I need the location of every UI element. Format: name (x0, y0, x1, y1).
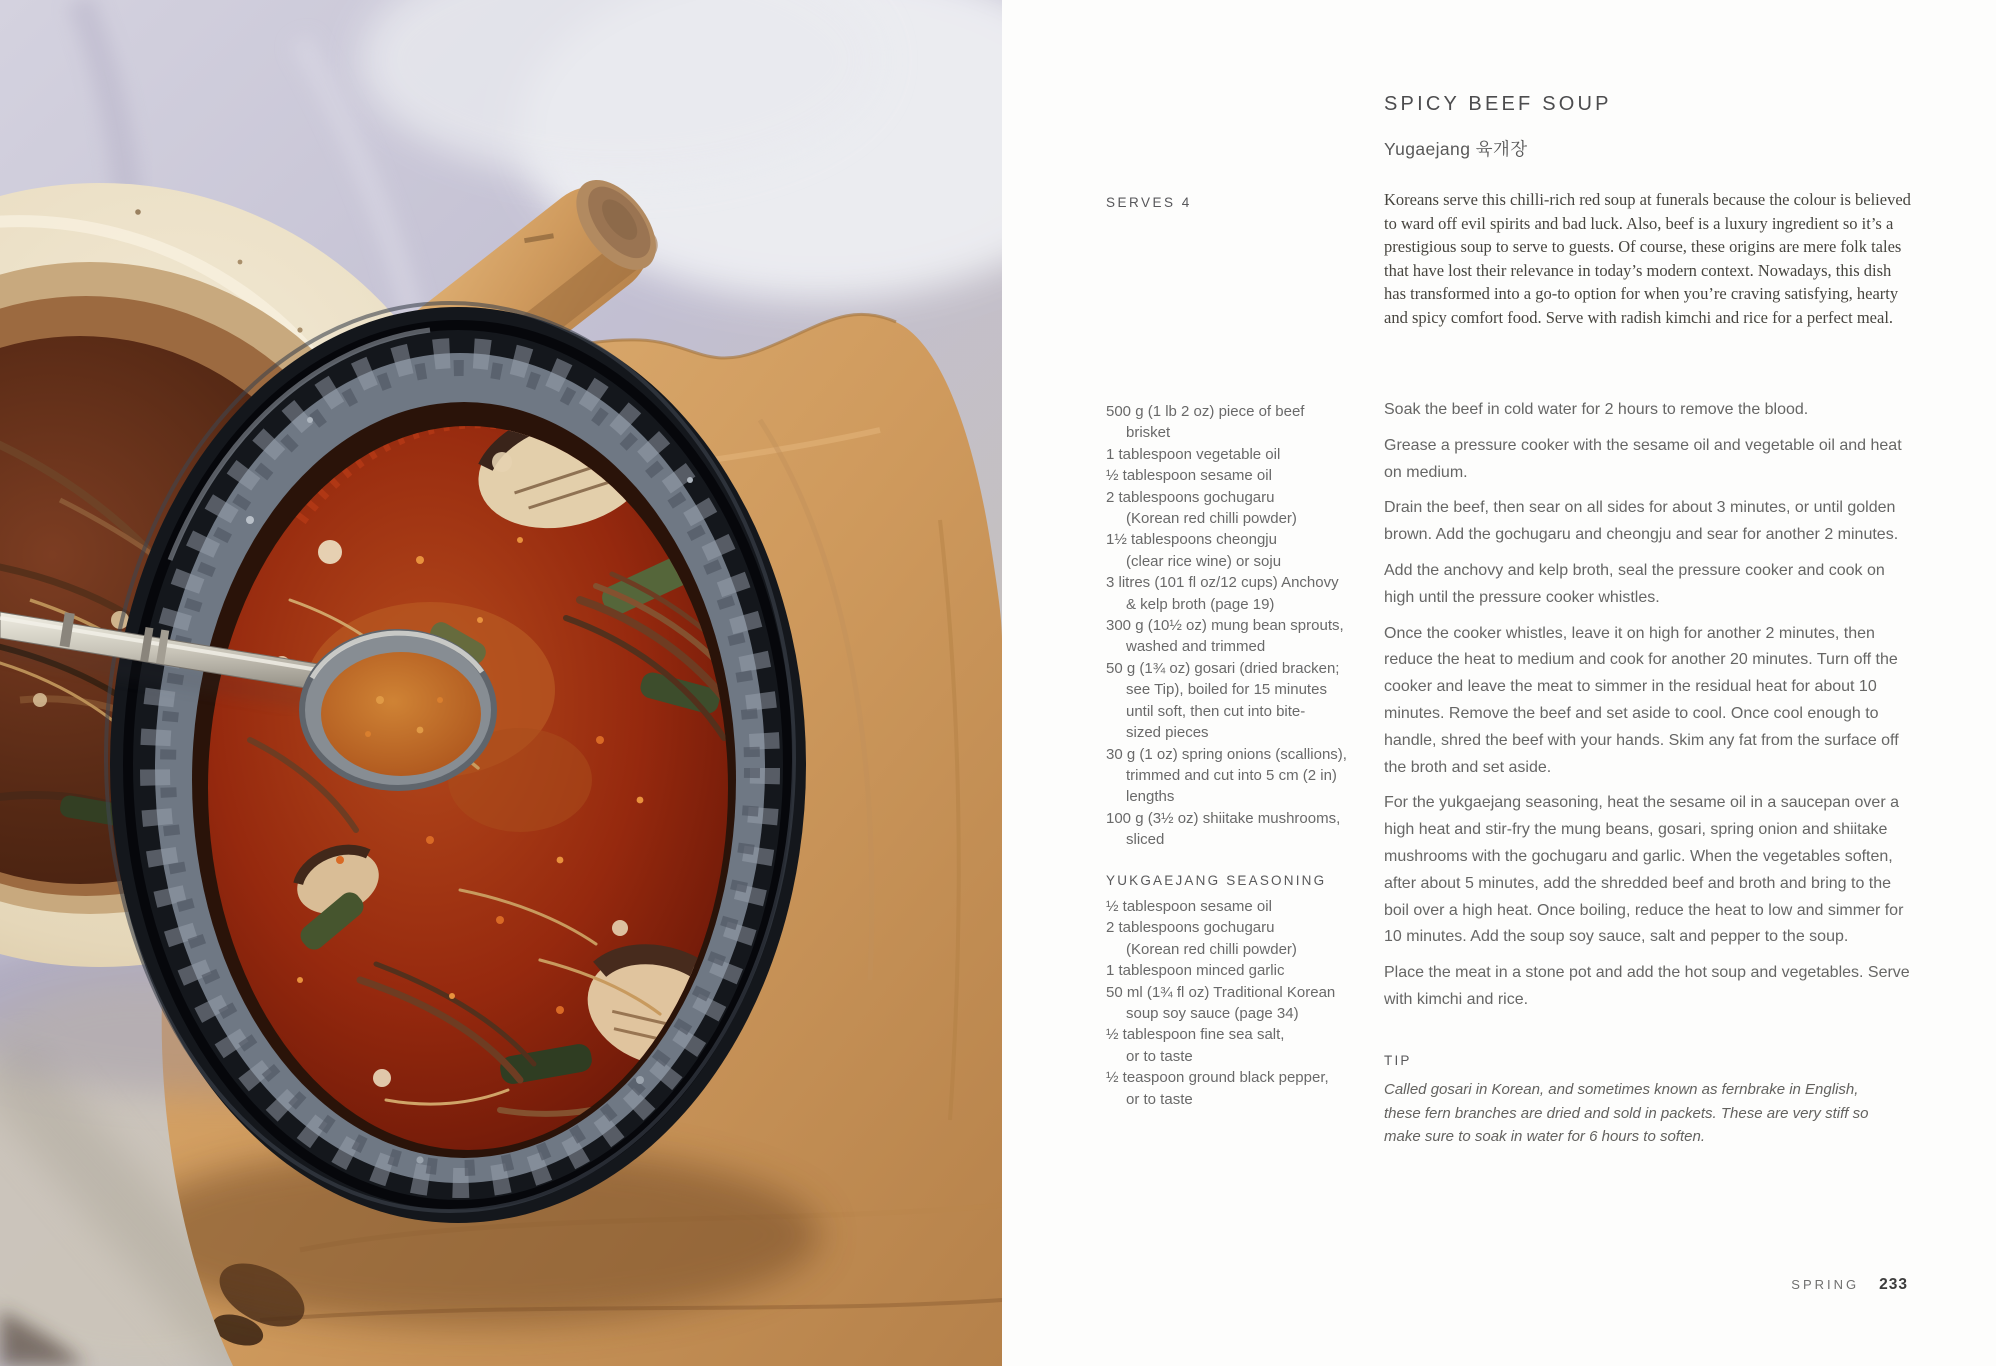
ingredient-line: trimmed and cut into 5 cm (2 in) (1126, 766, 1337, 784)
ingredient-line: 1 tablespoon minced garlic (1106, 962, 1285, 980)
serves-label: SERVES 4 (1106, 195, 1192, 210)
tip-text: Called gosari in Korean, and sometimes known as fernbrake in English, these fern branches are dried and sold in packets. These are very stiff so make sure to soak in water for 6 hours to soften. (1384, 1081, 1869, 1145)
ingredient-line: & kelp broth (page 19) (1126, 595, 1275, 613)
ingredient-line: 100 g (3½ oz) shiitake mushrooms, (1106, 809, 1341, 827)
page-footer (1791, 1276, 1908, 1294)
ingredient-line: ½ teaspoon ground black pepper, (1106, 1069, 1329, 1087)
ingredient-line: soup soy sauce (page 34) (1126, 1005, 1299, 1023)
ingredient-line: washed and trimmed (1126, 638, 1266, 656)
method-steps (1384, 397, 1911, 1023)
ingredients-list (1106, 401, 1394, 851)
ingredient-line: ½ tablespoon sesame oil (1106, 898, 1272, 915)
tip-heading: TIP (1384, 1053, 1412, 1068)
ingredient-line: (clear rice wine) or soju (1126, 552, 1282, 570)
ingredient-line: 2 tablespoons gochugaru (1106, 488, 1275, 506)
recipe-subtitle: Yugaejang 육개장 (1384, 138, 1528, 159)
ingredient-line: 50 ml (1¾ fl oz) Traditional Korean (1106, 983, 1336, 1001)
ingredient-line: (Korean red chilli powder) (1126, 510, 1297, 528)
ingredient-line: 3 litres (101 fl oz/12 cups) Anchovy (1106, 574, 1339, 592)
ingredient-line: 50 g (1¾ oz) gosari (dried bracken; (1106, 659, 1340, 677)
method-paragraph: For the yukgaejang seasoning, heat the sesame oil in a saucepan over a high heat and stir-fry the mung beans, gosari, spring onion and shiitake mushrooms with the gochugaru and garlic. When the vegetables soften, after about 5 minutes, add the shredded beef and broth and bring to the boil over a high heat. Once boiling, reduce the heat to low and simmer for 10 minutes. Add the soup soy sauce, salt and pepper to the soup. (1384, 794, 1904, 946)
footer-page-number: 233 (1879, 1276, 1908, 1293)
ingredient-line: sized pieces (1126, 724, 1209, 742)
method-paragraph: Add the anchovy and kelp broth, seal the pressure cooker and cook on high until the pressure cooker whistles. (1384, 561, 1885, 606)
ingredient-line: 500 g (1 lb 2 oz) piece of beef (1106, 403, 1305, 420)
ingredient-line: 2 tablespoons gochugaru (1106, 919, 1275, 937)
ingredient-line: ½ tablespoon fine sea salt, (1106, 1026, 1285, 1044)
ingredient-line: ½ tablespoon sesame oil (1106, 467, 1272, 485)
method-paragraph: Soak the beef in cold water for 2 hours to remove the blood. (1384, 401, 1809, 418)
method-paragraph: Place the meat in a stone pot and add the hot soup and vegetables. Serve with kimchi and rice. (1384, 964, 1910, 1008)
intro-paragraph: Koreans serve this chilli-rich red soup at funerals because the colour is believed to ward off evil spirits and bad luck. Also, beef is a luxury ingredient so it’s a prestigious soup to serve to guests. Of course, these origins are mere folk tales that have lost their relevance in today’s modern context. Nowadays, this dish has transformed into a go-to option for when you’re craving satisfying, hearty and spicy comfort food. Serve with radish kimchi and rice for a perfect meal. (1384, 190, 1911, 327)
ingredient-line: brisket (1126, 424, 1171, 442)
method-paragraph: Once the cooker whistles, leave it on high for another 2 minutes, then reduce the heat to medium and cook for another 20 minutes. Turn off the cooker and leave the meat to simmer in the residual heat for about 10 minutes. Remove the beef and set aside to cool. Once cool enough to handle, shred the beef with your hands. Skim any fat from the surface off the broth and set aside. (1384, 624, 1899, 776)
ingredient-line: (Korean red chilli powder) (1126, 940, 1297, 958)
method-paragraph: Grease a pressure cooker with the sesame oil and vegetable oil and heat on medium. (1384, 436, 1902, 481)
ingredient-line: see Tip), boiled for 15 minutes (1126, 681, 1327, 699)
ingredient-line: 30 g (1 oz) spring onions (scallions), (1106, 745, 1347, 763)
ingredient-line: 1½ tablespoons cheongju (1106, 531, 1277, 549)
ingredient-line: or to taste (1126, 1047, 1193, 1065)
seasoning-ingredients-list (1106, 896, 1394, 1110)
ingredient-line: lengths (1126, 788, 1175, 806)
method-paragraph: Drain the beef, then sear on all sides for about 3 minutes, or until golden brown. Add the gochugaru and cheongju and sear for another 2 minutes. (1384, 499, 1899, 544)
seasoning-heading: YUKGAEJANG SEASONING (1106, 873, 1327, 888)
recipe-title: SPICY BEEF SOUP (1384, 93, 1612, 116)
ingredient-line: or to taste (1126, 1090, 1193, 1108)
footer-section-label: SPRING (1791, 1277, 1860, 1292)
ingredient-line: 300 g (10½ oz) mung bean sprouts, (1106, 617, 1344, 635)
ingredient-line: sliced (1126, 831, 1165, 849)
ingredient-line: until soft, then cut into bite- (1126, 702, 1306, 720)
ingredient-line: 1 tablespoon vegetable oil (1106, 445, 1281, 463)
